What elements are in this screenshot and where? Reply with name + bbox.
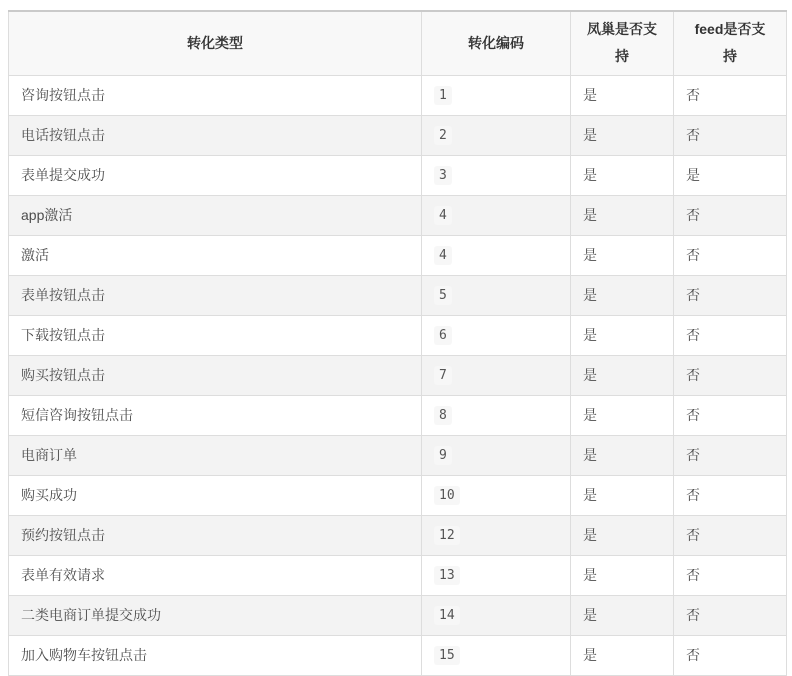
cell-feed-support: 否 [674,315,787,355]
cell-conversion-code [422,315,571,355]
cell-conversion-type: 咨询按钮点击 [9,75,422,115]
cell-fengchao-support: 是 [571,435,674,475]
code-chip: 3 [434,166,452,185]
cell-conversion-type: 电话按钮点击 [9,115,422,155]
table-row [9,435,787,475]
cell-conversion-type: 短信咨询按钮点击 [9,395,422,435]
cell-conversion-type: 表单提交成功 [9,155,422,195]
cell-fengchao-support: 是 [571,475,674,515]
code-chip: 5 [434,286,452,305]
cell-conversion-type: 二类电商订单提交成功 [9,595,422,635]
cell-conversion-code [422,75,571,115]
table-row [9,275,787,315]
cell-fengchao-support: 是 [571,555,674,595]
table-row [9,555,787,595]
cell-conversion-code [422,555,571,595]
table-row [9,515,787,555]
cell-conversion-code [422,395,571,435]
table-row [9,635,787,675]
code-chip: 2 [434,126,452,145]
code-chip: 15 [434,646,460,665]
cell-fengchao-support: 是 [571,395,674,435]
cell-fengchao-support: 是 [571,155,674,195]
header-row [9,11,787,75]
code-chip: 8 [434,406,452,425]
conversion-types-table [8,10,786,676]
cell-conversion-code [422,475,571,515]
col-header-fengchao-support: 凤巢是否支持 [571,11,674,75]
cell-fengchao-support: 是 [571,595,674,635]
cell-feed-support: 是 [674,155,787,195]
cell-fengchao-support: 是 [571,115,674,155]
cell-fengchao-support: 是 [571,195,674,235]
table-row [9,595,787,635]
table-row [9,315,787,355]
cell-conversion-type: 电商订单 [9,435,422,475]
table-row [9,75,787,115]
cell-feed-support: 否 [674,395,787,435]
cell-feed-support: 否 [674,355,787,395]
cell-feed-support: 否 [674,555,787,595]
cell-conversion-code [422,515,571,555]
cell-conversion-code [422,115,571,155]
table-row [9,475,787,515]
cell-conversion-type: 表单按钮点击 [9,275,422,315]
cell-fengchao-support: 是 [571,315,674,355]
cell-fengchao-support: 是 [571,275,674,315]
cell-conversion-type: 下载按钮点击 [9,315,422,355]
cell-conversion-type: 预约按钮点击 [9,515,422,555]
cell-conversion-type: 加入购物车按钮点击 [9,635,422,675]
cell-conversion-type: 激活 [9,235,422,275]
cell-feed-support: 否 [674,235,787,275]
cell-conversion-code [422,435,571,475]
cell-fengchao-support: 是 [571,75,674,115]
table-row [9,395,787,435]
code-chip: 10 [434,486,460,505]
cell-feed-support: 否 [674,75,787,115]
code-chip: 6 [434,326,452,345]
cell-feed-support: 否 [674,635,787,675]
cell-fengchao-support: 是 [571,515,674,555]
cell-feed-support: 否 [674,515,787,555]
cell-conversion-code [422,195,571,235]
cell-feed-support: 否 [674,195,787,235]
code-chip: 14 [434,606,460,625]
table-row [9,355,787,395]
cell-fengchao-support: 是 [571,235,674,275]
cell-conversion-type: 购买成功 [9,475,422,515]
cell-conversion-type: 表单有效请求 [9,555,422,595]
table-row [9,155,787,195]
code-chip: 4 [434,246,452,265]
cell-feed-support: 否 [674,595,787,635]
code-chip: 4 [434,206,452,225]
cell-feed-support: 否 [674,275,787,315]
cell-fengchao-support: 是 [571,635,674,675]
cell-conversion-type: app激活 [9,195,422,235]
col-header-feed-support: feed是否支持 [674,11,787,75]
cell-feed-support: 否 [674,475,787,515]
cell-conversion-code [422,355,571,395]
cell-conversion-code [422,635,571,675]
table-row [9,235,787,275]
cell-conversion-code [422,155,571,195]
code-chip: 9 [434,446,452,465]
code-chip: 7 [434,366,452,385]
cell-conversion-code [422,595,571,635]
table-row [9,195,787,235]
code-chip: 13 [434,566,460,585]
cell-feed-support: 否 [674,115,787,155]
code-chip: 1 [434,86,452,105]
cell-fengchao-support: 是 [571,355,674,395]
cell-conversion-code [422,235,571,275]
code-chip: 12 [434,526,460,545]
col-header-conversion-code: 转化编码 [422,11,571,75]
col-header-conversion-type: 转化类型 [9,11,422,75]
conversion-table [8,10,787,676]
cell-conversion-type: 购买按钮点击 [9,355,422,395]
table-row [9,115,787,155]
cell-feed-support: 否 [674,435,787,475]
cell-conversion-code [422,275,571,315]
